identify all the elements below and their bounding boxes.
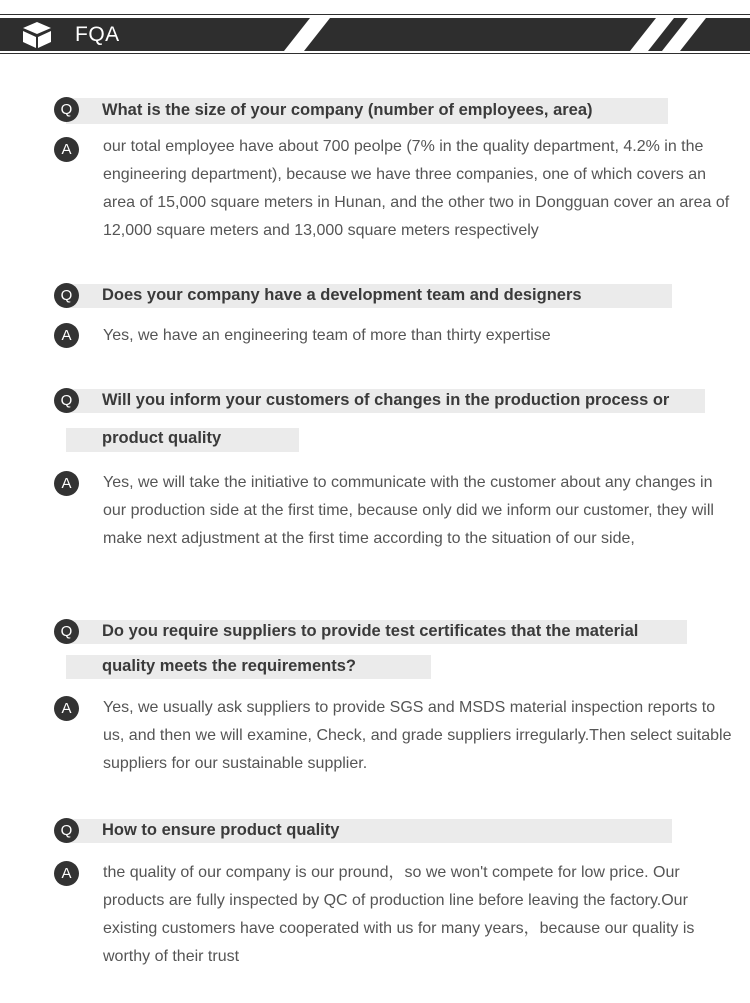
answer-text: the quality of our company is our pround，so we won't compete for low price. Our products are fully inspected by QC of production line before leaving the factory.Our existing customers have cooperated with us for many years，because our quality is worthy of their trust [103, 864, 695, 965]
question-badge: Q [54, 818, 79, 843]
answer-badge: A [54, 471, 79, 496]
box-icon [20, 20, 54, 50]
answer-text: Yes, we have an engineering team of more than thirty expertise [103, 327, 551, 344]
answer-badge: A [54, 861, 79, 886]
question-text-line-1: Will you inform your customers of changes in the production process or [102, 391, 670, 409]
answer-text: our total employee have about 700 peolpe (7% in the quality department, 4.2% in the engineering department), because we have three companies, one of which covers an area of 15,000 square meters in Hunan, and the other two in Dongguan cover an area of 12,000 square meters and 13,000 square meters respectively [103, 138, 730, 239]
question-badge: Q [54, 388, 79, 413]
answer-badge: A [54, 323, 79, 348]
question-badge: Q [54, 619, 79, 644]
page-title: FQA [75, 23, 120, 46]
question-text: How to ensure product quality [102, 821, 340, 839]
answer-badge: A [54, 696, 79, 721]
question-text-line-2: product quality [102, 429, 222, 447]
question-text: Does your company have a development team and designers [102, 286, 582, 304]
question-badge: Q [54, 283, 79, 308]
question-badge: Q [54, 97, 79, 122]
answer-text: Yes, we usually ask suppliers to provide SGS and MSDS material inspection reports to us, and then we will examine, Check, and grade suppliers irregularly.Then select suitable suppliers for our sustainable supplier. [103, 699, 732, 772]
question-text: What is the size of your company (number of employees, area) [102, 101, 593, 119]
answer-text: Yes, we will take the initiative to communicate with the customer about any changes in our production side at the first time, because only did we inform our customer, they will make next adjustment at the first time according to the situation of our side, [103, 474, 714, 547]
question-text-line-2: quality meets the requirements? [102, 657, 356, 675]
page-header [0, 18, 750, 51]
answer-badge: A [54, 137, 79, 162]
question-text-line-1: Do you require suppliers to provide test certificates that the material [102, 622, 639, 640]
